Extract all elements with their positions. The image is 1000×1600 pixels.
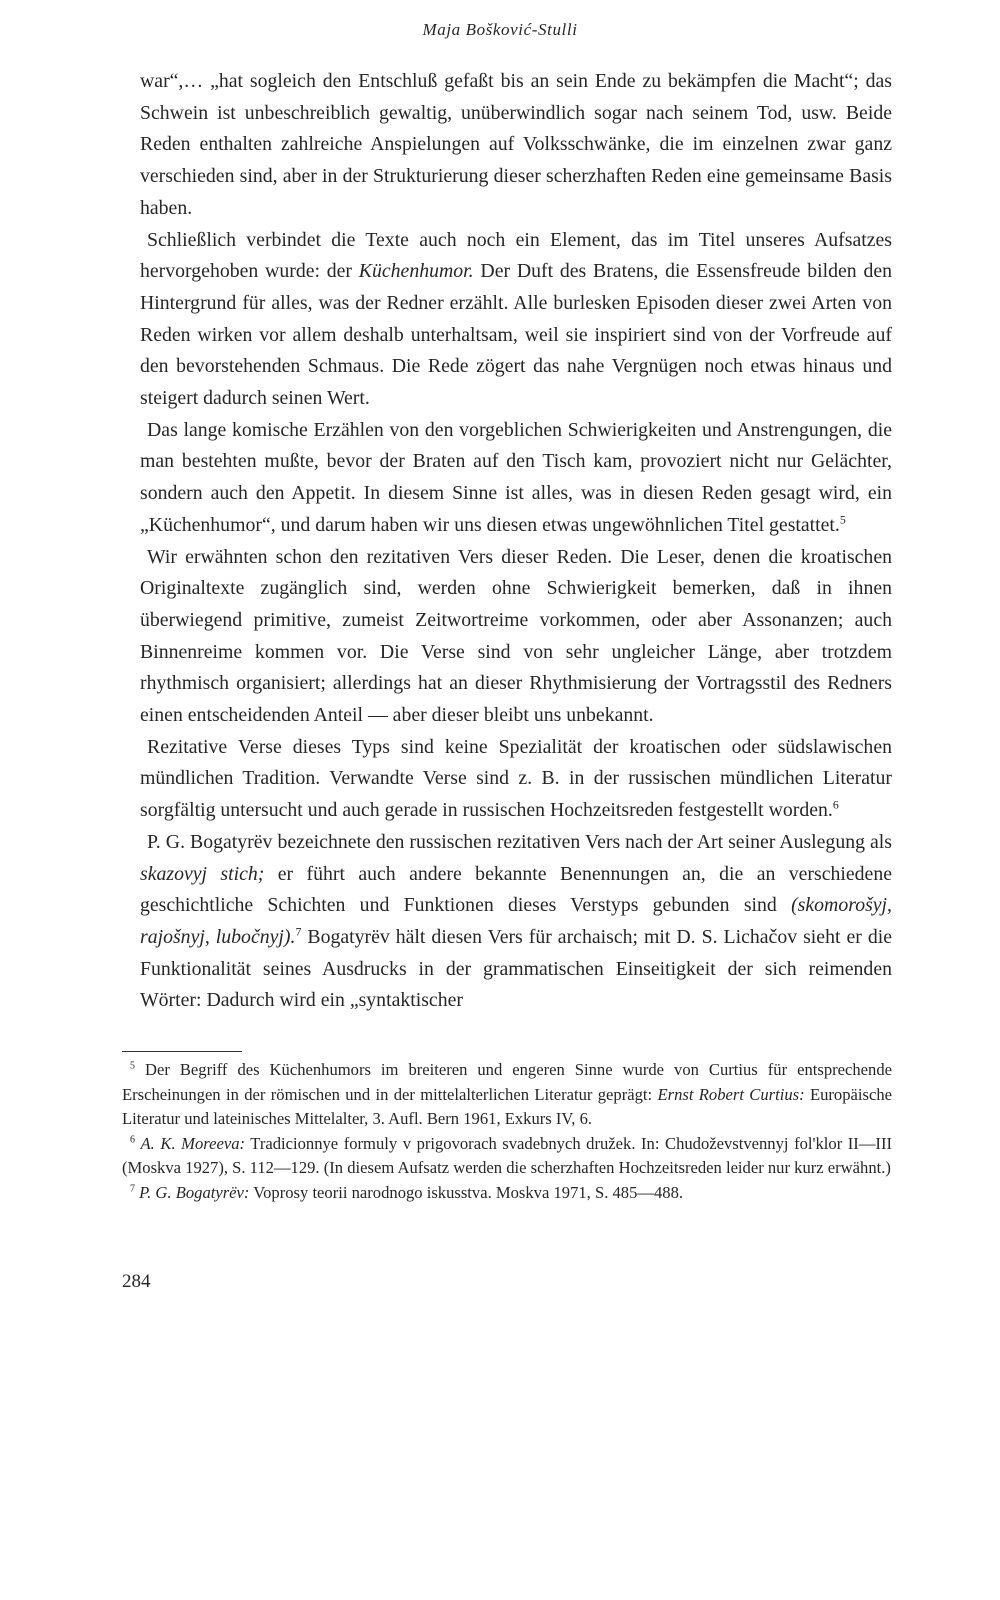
text-run: Tradicionnye formuly v prigovorach svadebnych družek. In: Chudoževstvennyj fol'klor II—III (Moskva 1927), S. 112—129. (In diesem Aufsatz werden die scherzhaften Hochzeitsreden leider nur kurz erwähnt.) (122, 1133, 892, 1178)
text-run: Rezitative Verse dieses Typs sind keine Spezialität der kroatischen oder südslawischen mündlichen Tradition. Verwandte Verse sind z. B. in der russischen mündlichen Literatur sorgfältig untersucht und auch gerade in russischen Hochzeitsreden festgestellt worden. (140, 735, 892, 822)
footnote (122, 1132, 892, 1181)
text-run: Der Duft des Bratens, die Essensfreude bilden den Hintergrund für alles, was der Redner erzählt. Alle burlesken Episoden dieser zwei Arten von Reden wirken vor allem deshalb unterhaltsam, weil sie inspiriert sind von der Vorfreude auf den bevorstehenden Schmaus. Die Rede zögert das nahe Vergnügen noch etwas hinaus und steigert dadurch seinen Wert. (140, 260, 893, 410)
paragraph (140, 732, 892, 827)
footnote-marker: 6 (832, 797, 839, 812)
running-head: Maja Bošković-Stulli (422, 20, 578, 39)
paragraph (140, 827, 892, 1017)
paragraph (140, 542, 892, 732)
italic-text: A. K. Moreeva: (140, 1133, 246, 1153)
text-run: Bogatyrëv hält diesen Vers für archaisch; mit D. S. Lichačov sieht er die Funktionalität seines Ausdrucks in der grammatischen Einseitigkeit der sich reimenden Wörter: Dadurch wird ein „syntaktischer (140, 925, 892, 1012)
page-number: 284 (122, 1271, 151, 1292)
italic-text: skazovyj stich; (140, 862, 265, 885)
footnote-marker: 7 (130, 1183, 135, 1195)
footnote (122, 1058, 892, 1132)
text-run: Der Begriff des Küchenhumors im breiteren und engeren Sinne wurde von Curtius für entsprechende Erscheinungen in der römischen und in der mittelalterlichen Literatur geprägt: (122, 1060, 892, 1104)
text-run: P. G. Bogatyrëv bezeichnete den russischen rezitativen Vers nach der Art seiner Auslegung als (147, 830, 892, 853)
footnote-separator (122, 1051, 242, 1052)
footnote-marker: 5 (130, 1060, 135, 1072)
text-run: Voprosy teorii narodnogo iskusstva. Moskva 1971, S. 485—488. (249, 1182, 684, 1202)
paragraph (140, 415, 892, 542)
footnote (122, 1181, 892, 1206)
paragraph (140, 66, 892, 225)
footnote-marker: 5 (839, 512, 846, 527)
footnotes (122, 1058, 892, 1206)
italic-text: (skomorošyj, rajošnyj, lubočnyj). (140, 894, 892, 948)
text-run: Das lange komische Erzählen von den vorgeblichen Schwierigkeiten und Anstrengungen, die man bestehten mußte, bevor der Braten auf den Tisch kam, provoziert nicht nur Gelächter, sondern auch den Appetit. In diesem Sinne ist alles, was in diesen Reden gesagt wird, ein „Küchenhumor“, und darum haben wir uns diesen etwas ungewöhnlichen Titel gestattet. (140, 418, 892, 536)
italic-text: P. G. Bogatyrëv: (139, 1182, 250, 1202)
text-run: Europäische Literatur und lateinisches Mittelalter, 3. Aufl. Bern 1961, Exkurs IV, 6. (122, 1084, 892, 1129)
footnote-marker: 6 (130, 1134, 135, 1146)
paragraph (140, 225, 892, 415)
text-run: Wir erwähnten schon den rezitativen Vers dieser Reden. Die Leser, denen die kroatischen Originaltexte zugänglich sind, werden ohne Schwierigkeit bemerken, daß in ihnen überwiegend primitive, zumeist Zeitwortreime vorkommen, oder aber Assonanzen; auch Binnenreime kommen vor. Die Verse sind von sehr ungleicher Länge, aber trotzdem rhythmisch organisiert; allerdings hat an dieser Rhythmisierung der Vortragsstil des Redners einen entscheidenden Anteil — aber dieser bleibt uns unbekannt. (140, 545, 892, 727)
footnote-marker: 7 (295, 924, 302, 939)
text-run: Schließlich verbindet die Texte auch noch ein Element, das im Titel unseres Aufsatzes hervorgehoben wurde: der (140, 228, 892, 283)
italic-text: Küchenhumor. (358, 260, 474, 283)
text-run: war“,… „hat sogleich den Entschluß gefaßt bis an sein Ende zu bekämpfen die Macht“; das Schwein ist unbeschreiblich gewaltig, unüberwindlich sogar nach seinem Tod, usw. Beide Reden enthalten zahlreiche Anspielungen auf Volksschwänke, die im einzelnen zwar ganz verschieden sind, aber in der Strukturierung dieser scherzhaften Reden eine gemeinsame Basis haben. (140, 70, 892, 219)
italic-text: Ernst Robert Curtius: (657, 1084, 805, 1104)
body-text (140, 66, 892, 1017)
text-run: er führt auch andere bekannte Benennungen an, die an verschiedene geschichtliche Schichten und Funktionen dieses Verstyps gebunden sind (140, 862, 893, 917)
